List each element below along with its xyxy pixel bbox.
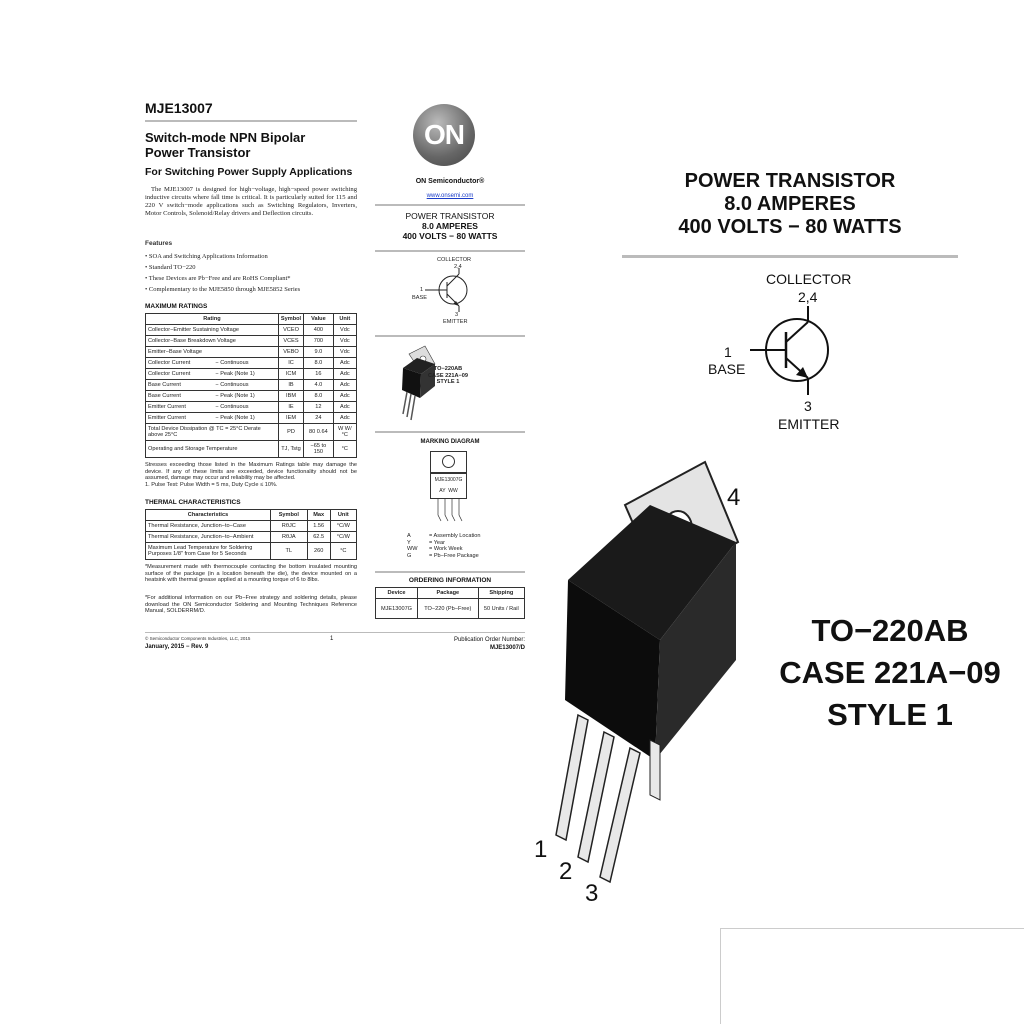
table-cell: °C — [333, 441, 356, 458]
rating-cell: Operating and Storage Temperature — [146, 441, 279, 458]
title-line-1: Switch-mode NPN Bipolar — [145, 130, 306, 145]
summary-line: 400 VOLTS − 80 WATTS — [678, 216, 902, 238]
table-header-row — [146, 510, 357, 521]
table-row — [146, 336, 357, 347]
table-row — [146, 441, 357, 458]
rating-mode-cell: − Peak (Note 1) — [213, 413, 278, 424]
rating-cell: Base Current — [146, 391, 214, 402]
base-pin: 1 — [724, 344, 732, 360]
blank-frame — [720, 928, 1024, 1024]
table-row — [146, 347, 357, 358]
emitter-pin: 3 — [804, 398, 812, 414]
column-header: Rating — [146, 314, 279, 325]
summary-line: 8.0 AMPERES — [422, 221, 478, 231]
rating-cell: Emitter Current — [146, 413, 214, 424]
footer-divider — [145, 632, 525, 633]
table-cell: Adc — [333, 413, 356, 424]
table-header-row — [376, 588, 525, 599]
table-row — [146, 325, 357, 336]
table-cell: IE — [278, 402, 303, 413]
emitter-pin: 3 — [455, 312, 459, 318]
note-1: 1. Pulse Test: Pulse Width = 5 ms, Duty Cycle ≤ 10%. — [145, 482, 278, 488]
package-line: CASE 221A−09 — [779, 655, 1001, 690]
feature-item: • These Devices are Pb−Free and are RoHS Compliant* — [145, 275, 291, 282]
summary-line: POWER TRANSISTOR — [684, 170, 896, 192]
table-row — [146, 521, 357, 532]
package-line: STYLE 1 — [436, 379, 460, 385]
rating-mode-cell: − Peak (Note 1) — [213, 369, 278, 380]
table-cell: Vdc — [333, 336, 356, 347]
package-line: TO−220AB — [433, 366, 463, 372]
divider — [375, 204, 525, 206]
legend-meaning: = Work Week — [429, 546, 463, 552]
table-cell: TO−220 (Pb−Free) — [417, 599, 478, 619]
table-row — [146, 391, 357, 402]
max-ratings-note: Stresses exceeding those listed in the Maximum Ratings table may damage the device. If any of these limits are exceeded, device functionality should not be assumed, damage may occur and reliability may be affected. — [145, 462, 357, 481]
feature-item: • Standard TO−220 — [145, 264, 196, 271]
pin-label-2: 2 — [559, 858, 573, 885]
table-cell: 12 — [304, 402, 334, 413]
description: The MJE13007 is designed for high−voltage, high−speed power switching inductive circuits where fall time is critical. It is particularly suited for 115 and 220 V switch−mode applications such as Switching Regulators, Inverters, Motor Controls, Solenoid/Relay drivers and Deflection circuits. — [145, 186, 357, 217]
doc-summary — [375, 211, 525, 241]
column-header: Shipping — [478, 588, 524, 599]
legend-code: G — [407, 552, 412, 559]
page-number: 1 — [330, 636, 334, 642]
table-cell: Maximum Lead Temperature for Soldering Purposes 1/8″ from Case for 5 Seconds — [146, 543, 271, 560]
package-line: TO−220AB — [811, 613, 969, 648]
thermal-table — [145, 509, 357, 560]
table-cell: 4.0 — [304, 380, 334, 391]
base-pin: 1 — [420, 287, 424, 293]
website-link[interactable]: www.onsemi.com — [426, 193, 474, 199]
table-row — [146, 413, 357, 424]
table-cell: IBM — [278, 391, 303, 402]
table-cell: 80 0.64 — [304, 424, 334, 441]
package-info-small — [413, 366, 483, 386]
table-cell: 400 — [304, 325, 334, 336]
table-cell: 700 — [304, 336, 334, 347]
divider — [622, 255, 958, 258]
marking-leads — [430, 499, 467, 524]
collector-pin: 2,4 — [454, 264, 462, 270]
divider — [145, 120, 357, 122]
table-cell: Thermal Resistance, Junction−to−Ambient — [146, 532, 271, 543]
divider — [375, 335, 525, 337]
summary-line: 400 VOLTS − 80 WATTS — [402, 231, 498, 241]
features-heading: Features — [145, 240, 173, 247]
table-row — [146, 358, 357, 369]
divider — [375, 571, 525, 573]
table-row — [376, 599, 525, 619]
rating-mode-cell: − Peak (Note 1) — [213, 391, 278, 402]
table-cell: IB — [278, 380, 303, 391]
title-line-2: Power Transistor — [145, 145, 251, 160]
marking-text: MJE13007G — [434, 477, 463, 483]
pub-label: Publication Order Number: — [453, 637, 525, 643]
doc-date: January, 2015 − Rev. 9 — [145, 644, 209, 650]
pin-label-3: 3 — [585, 880, 599, 907]
package-drawing-large — [520, 450, 760, 910]
column-header: Device — [376, 588, 418, 599]
pin-label-4: 4 — [727, 484, 741, 511]
legend-item — [407, 553, 480, 560]
legend-meaning: = Assembly Location — [429, 533, 481, 539]
table-cell: PD — [278, 424, 303, 441]
table-cell: Adc — [333, 369, 356, 380]
table-cell: 8.0 — [304, 391, 334, 402]
table-cell: 62.5 — [307, 532, 330, 543]
legend-meaning: = Year — [429, 539, 446, 546]
base-label: BASE — [412, 295, 427, 301]
table-cell: TJ, Tstg — [278, 441, 303, 458]
table-cell: 16 — [304, 369, 334, 380]
rating-cell: Emitter Current — [146, 402, 214, 413]
table-cell: ICM — [278, 369, 303, 380]
table-cell: 260 — [307, 543, 330, 560]
table-row — [146, 402, 357, 413]
pbfree-note: *For additional information on our Pb−Free strategy and soldering details, please download the ON Semiconductor Soldering and Mounting Techniques Reference Manual, SOLDERRM/D. — [145, 595, 357, 614]
marking-diagram-heading: MARKING DIAGRAM — [420, 439, 480, 445]
column-header: Characteristics — [146, 510, 271, 521]
emitter-label: EMITTER — [778, 416, 840, 432]
legend-meaning: = Pb−Free Package — [429, 552, 479, 559]
table-cell: MJE13007G — [376, 599, 418, 619]
table-cell: 50 Units / Rail — [478, 599, 524, 619]
column-header: Symbol — [271, 510, 308, 521]
column-header: Value — [304, 314, 334, 325]
rating-cell: Collector−Emitter Sustaining Voltage — [146, 325, 279, 336]
rating-cell: Collector Current — [146, 358, 214, 369]
marking-code: AY WW — [439, 487, 458, 494]
max-ratings-heading: MAXIMUM RATINGS — [145, 303, 208, 310]
table-cell: 9.0 — [304, 347, 334, 358]
table-header-row — [146, 314, 357, 325]
table-cell: TL — [271, 543, 308, 560]
rating-cell: Collector−Base Breakdown Voltage — [146, 336, 279, 347]
table-cell: W W/°C — [333, 424, 356, 441]
publication-order — [420, 636, 525, 652]
table-cell: °C/W — [330, 521, 356, 532]
base-label: BASE — [708, 361, 746, 377]
pin-label-1: 1 — [534, 836, 548, 863]
column-header: Max — [307, 510, 330, 521]
part-number: MJE13007 — [145, 100, 213, 116]
collector-label: COLLECTOR — [437, 257, 472, 263]
summary-line: 8.0 AMPERES — [724, 193, 856, 215]
table-cell: Thermal Resistance, Junction−to−Case — [146, 521, 271, 532]
table-cell: VEBO — [278, 347, 303, 358]
package-line: CASE 221A−09 — [428, 372, 468, 379]
package-line: STYLE 1 — [827, 697, 953, 732]
column-header: Unit — [330, 510, 356, 521]
table-cell: 8.0 — [304, 358, 334, 369]
table-row — [146, 369, 357, 380]
rating-mode-cell: − Continuous — [213, 402, 278, 413]
table-cell: RθJC — [271, 521, 308, 532]
legend-code: A — [407, 533, 411, 539]
table-cell: Adc — [333, 380, 356, 391]
table-row — [146, 380, 357, 391]
ordering-table — [375, 587, 525, 619]
copyright: © Semiconductor Components Industries, LLC, 2015 — [145, 636, 251, 641]
divider — [375, 431, 525, 433]
table-cell: IEM — [278, 413, 303, 424]
rating-mode-cell: − Continuous — [213, 358, 278, 369]
table-cell: VCEO — [278, 325, 303, 336]
column-header: Unit — [333, 314, 356, 325]
rating-cell: Total Device Dissipation @ TC = 25°C Derate above 25°C — [146, 424, 279, 441]
features-list — [145, 251, 300, 295]
summary-line: POWER TRANSISTOR — [405, 211, 495, 221]
table-cell: Adc — [333, 358, 356, 369]
rating-cell: Base Current — [146, 380, 214, 391]
table-cell: −65 to 150 — [304, 441, 334, 458]
package-info-large — [760, 610, 1020, 736]
marking-legend — [407, 533, 480, 559]
table-row — [146, 424, 357, 441]
table-row — [146, 543, 357, 560]
ordering-heading: ORDERING INFORMATION — [408, 577, 492, 584]
table-cell: 24 — [304, 413, 334, 424]
thermal-note: *Measurement made with thermocouple contacting the bottom insulated mounting surface of the package (in a location beneath the die), the device mounted on a heatsink with thermal grease applied at a mounting torque of 6 to 8lbs. — [145, 564, 357, 583]
table-cell: 1.56 — [307, 521, 330, 532]
table-cell: RθJA — [271, 532, 308, 543]
table-cell: Adc — [333, 391, 356, 402]
company-name: ON Semiconductor® — [415, 178, 485, 185]
column-header: Package — [417, 588, 478, 599]
rating-cell: Collector Current — [146, 369, 214, 380]
marking-diagram — [430, 451, 467, 499]
on-semiconductor-logo: ON — [413, 104, 475, 166]
thermal-heading: THERMAL CHARACTERISTICS — [145, 499, 241, 506]
collector-label: COLLECTOR — [766, 271, 852, 287]
feature-item: • Complementary to the MJE5850 through MJE5852 Series — [145, 286, 301, 293]
rating-cell: Emitter−Base Voltage — [146, 347, 279, 358]
doc-title — [145, 130, 305, 160]
column-header: Symbol — [278, 314, 303, 325]
table-cell: °C — [330, 543, 356, 560]
collector-pin: 2,4 — [798, 289, 818, 305]
table-cell: IC — [278, 358, 303, 369]
pub-number: MJE13007/D — [489, 645, 525, 651]
table-cell: Vdc — [333, 347, 356, 358]
table-cell: VCES — [278, 336, 303, 347]
rating-mode-cell: − Continuous — [213, 380, 278, 391]
table-row — [146, 532, 357, 543]
max-ratings-table — [145, 313, 357, 458]
doc-subtitle: For Switching Power Supply Applications — [145, 166, 353, 178]
legend-code: Y — [407, 539, 411, 546]
feature-item: • SOA and Switching Applications Information — [145, 253, 268, 260]
table-cell: Vdc — [333, 325, 356, 336]
legend-code: WW — [407, 546, 418, 552]
table-cell: Adc — [333, 402, 356, 413]
table-cell: °C/W — [330, 532, 356, 543]
emitter-label: EMITTER — [443, 319, 468, 325]
enlarged-summary — [622, 170, 958, 239]
